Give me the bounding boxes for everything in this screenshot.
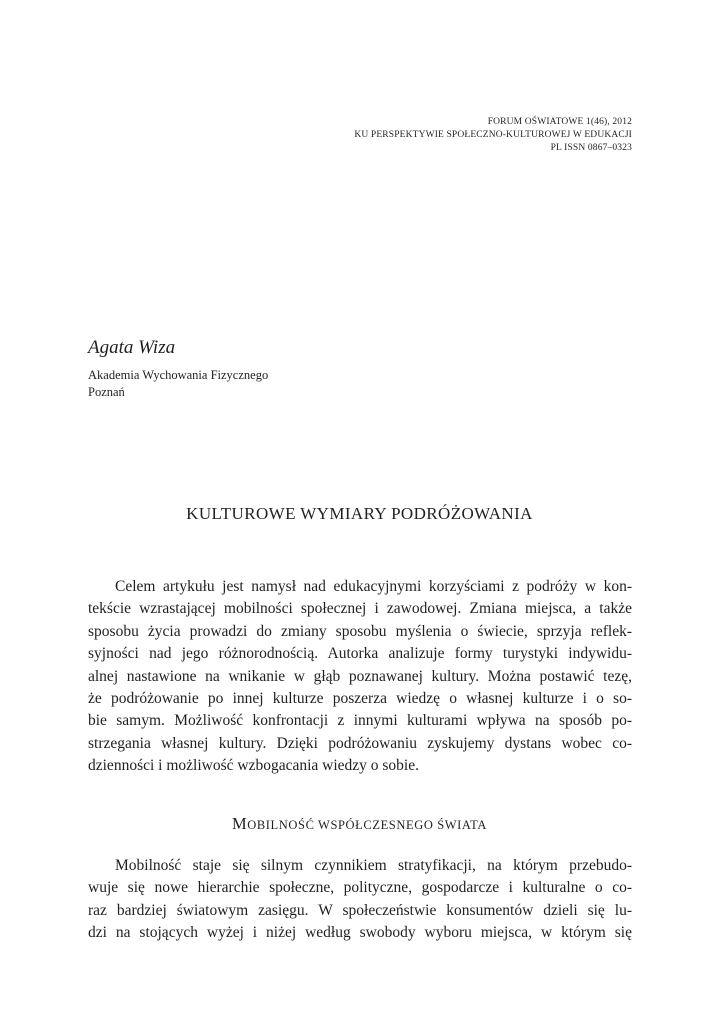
body-line: Mobilność staje się silnym czynnikiem stratyfikacji, na którym przebudo- [115,857,632,874]
journal-subtitle: KU PERSPEKTYWIE SPOŁECZNO-KULTUROWEJ W EDUKACJI [354,130,632,140]
abstract-line: syjności nad jego różnorodnością. Autorka analizuje formy turystyki indywidu- [88,645,632,663]
journal-header [354,116,632,155]
body-line: wuje się nowe hierarchie społeczne, polityczne, gospodarcze i kulturalne o co- [88,879,632,897]
body-line: dzi na stojących wyżej i niżej według swobody wyboru miejsca, w którym się [88,924,632,942]
section-heading-initial: M [231,814,248,833]
author-institution: Akademia Wychowania Fizycznego [88,368,269,382]
abstract-line: strzegania własnej kultury. Dzięki podróżowaniu zyskujemy dystans wobec co- [88,734,632,752]
body-line: raz bardziej światowym zasięgu. W społeczeństwie konsumentów dzieli się lu- [88,901,632,919]
author-affiliation [88,367,268,401]
abstract-line: dzienności i możliwość wzbogacania wiedzy o sobie. [88,757,419,775]
author-city: Poznań [88,385,125,399]
abstract-line: sposobu życia prowadzi do zmiany sposobu myślenia o świecie, sprzyja reflek- [88,622,632,640]
section-heading-rest: OBILNOŚĆ WSPÓŁCZESNEGO ŚWIATA [247,818,488,832]
section-heading [0,814,719,835]
abstract-line: Celem artykułu jest namysł nad edukacyjnymi korzyściami z podróży w kon- [115,578,632,595]
abstract-line: że podróżowanie po innej kulturze poszerza wiedzę o własnej kulturze i o so- [88,689,632,707]
article-title: KULTUROWE WYMIARY PODRÓŻOWANIA [186,504,533,523]
author-name: Agata Wiza [88,337,176,358]
journal-name: FORUM OŚWIATOWE 1(46), 2012 [487,117,632,127]
abstract-line: bie samym. Możliwość konfrontacji z innymi kulturami wpływa na sposób po- [88,712,632,730]
abstract-line: alnej nastawione na wnikanie w głąb poznawanej kultury. Można postawić tezę, [88,667,632,685]
journal-issn: PL ISSN 0867–0323 [550,143,632,153]
abstract [88,576,632,778]
abstract-line: tekście wzrastającej mobilności społecznej i zawodowej. Zmiana miejsca, a także [88,600,632,618]
body-paragraph [88,855,632,945]
